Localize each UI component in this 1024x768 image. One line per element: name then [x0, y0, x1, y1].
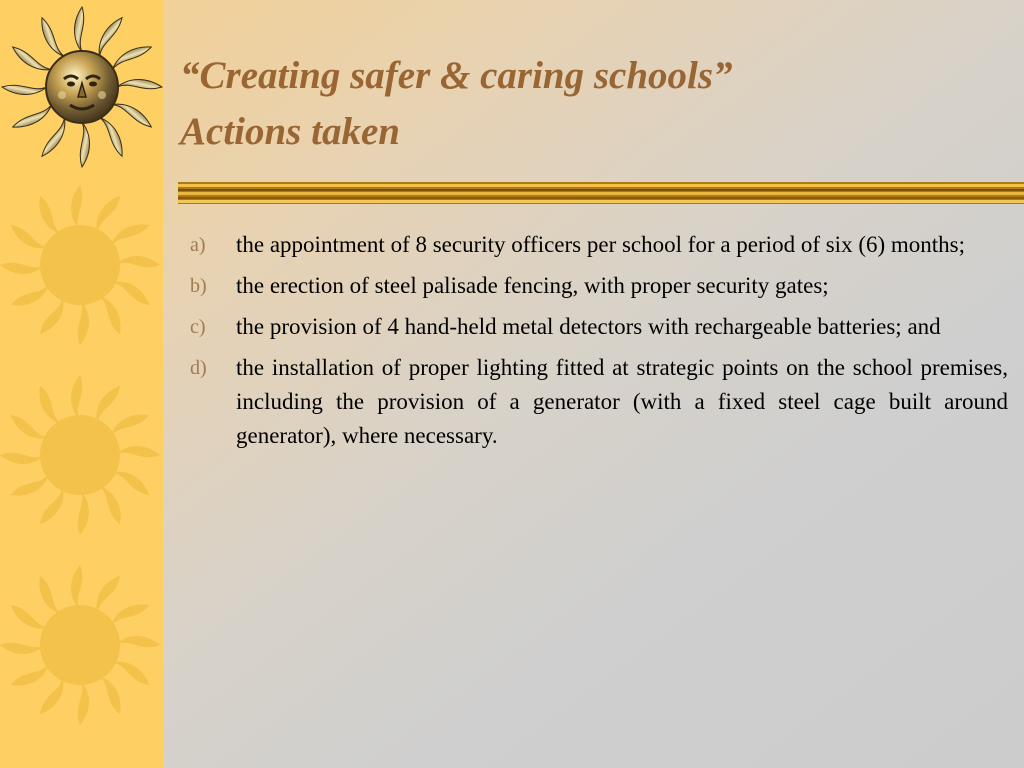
list-marker: a)	[190, 234, 206, 256]
list-marker: d)	[190, 357, 207, 379]
sun-icon	[0, 370, 165, 540]
list-item	[190, 269, 1008, 303]
sun-icon	[0, 560, 165, 730]
list-marker: b)	[190, 275, 207, 297]
list-item-text: the installation of proper lighting fitted at strategic points on the school premises, including the provision of a generator (with a fixed steel cage built around generator), where necessary.	[236, 355, 1008, 448]
title-divider	[178, 182, 1024, 204]
metallic-sun-face-icon	[0, 5, 165, 175]
action-list	[190, 228, 1008, 460]
list-item	[190, 310, 1008, 344]
list-item-text: the erection of steel palisade fencing, with proper security gates;	[236, 273, 829, 298]
list-marker: c)	[190, 316, 206, 338]
list-item	[190, 228, 1008, 262]
title-line-1: “Creating safer & caring schools”	[180, 54, 733, 97]
list-item-text: the appointment of 8 security officers per school for a period of six (6) months;	[236, 232, 966, 257]
list-item	[190, 351, 1008, 453]
sun-icon	[0, 180, 165, 350]
slide-title	[180, 48, 1000, 160]
list-item-text: the provision of 4 hand-held metal detectors with rechargeable batteries; and	[236, 314, 941, 339]
title-line-2: Actions taken	[180, 110, 400, 153]
